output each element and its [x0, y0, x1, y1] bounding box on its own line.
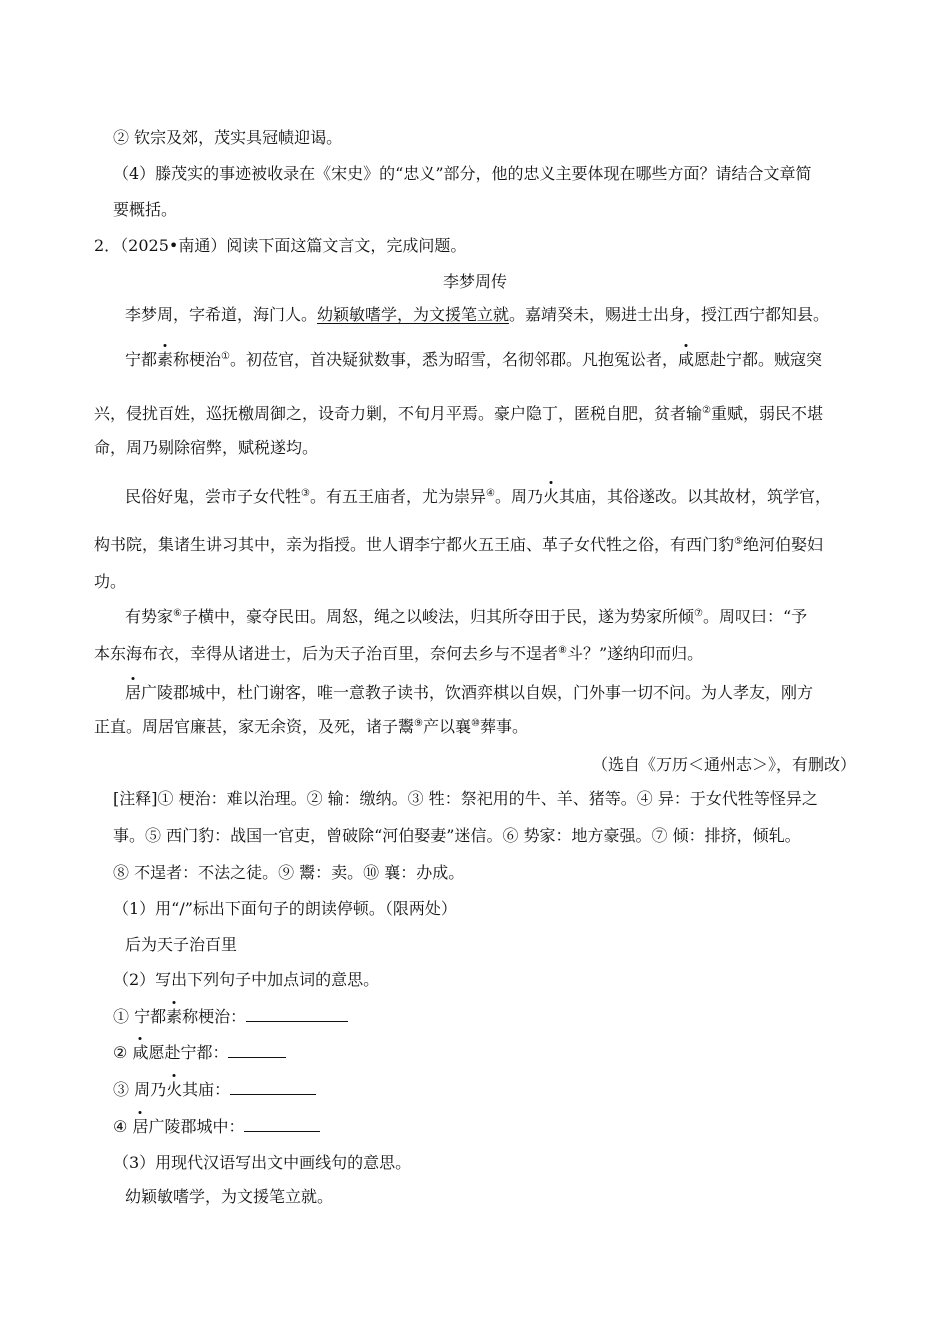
dotted-char: 居 — [132, 1117, 149, 1136]
q1-item-2: ② 钦宗及郊，茂实具冠帻迎谒。 — [113, 128, 343, 147]
dotted-char: 素 — [157, 350, 174, 369]
passage-paragraph-2-line3: 命，周乃剔除宿弊，赋税遂均。 — [94, 438, 319, 457]
passage-paragraph-5-line1: 居广陵郡城中，杜门谢客，唯一意教子读书，饮酒弈棋以自娱，门外事一切不问。为人孝友，刚方 — [125, 683, 814, 702]
dotted-char: 咸 — [678, 350, 695, 369]
answer-blank[interactable] — [246, 1007, 348, 1022]
sub-question-2-item-1: ① 宁都素称梗治： — [113, 1007, 348, 1027]
sub-question-3: （3）用现代汉语写出文中画线句的意思。 — [113, 1153, 412, 1172]
q1-question-4-line2: 要概括。 — [113, 200, 178, 219]
passage-paragraph-2-line1: 宁都素称梗治①。初莅官，首决疑狱数事，悉为昭雪，名彻邻郡。凡抱冤讼者，咸愿赴宁都。贼寇突 — [125, 350, 823, 369]
passage-paragraph-3-line3: 功。 — [94, 572, 127, 591]
passage-paragraph-5-line2: 正直。周居官廉甚，家无余资，及死，诸子鬻⑨产以襄⑩葬事。 — [94, 717, 528, 736]
q1-question-4-line1: （4）滕茂实的事迹被收录在《宋史》的“忠义”部分，他的忠义主要体现在哪些方面？请结合文章简 — [113, 164, 812, 183]
answer-blank[interactable] — [228, 1043, 286, 1058]
sub-question-2-item-2: ② 咸愿赴宁都： — [113, 1043, 286, 1063]
passage-title: 李梦周传 — [442, 272, 507, 291]
sub-question-2-item-4: ④ 居广陵郡城中： — [113, 1117, 320, 1137]
sub-question-1: （1）用“/”标出下面句子的朗读停顿。（限两处） — [113, 899, 457, 918]
dotted-char: 咸 — [132, 1043, 149, 1062]
passage-paragraph-3-line1: 民俗好鬼，尝市子女代牲③。有五王庙者，尤为崇异④。周乃火其庙，其俗遂改。以其故材，筑学官， — [125, 487, 832, 506]
passage-paragraph-1: 李梦周，字希道，海门人。幼颖敏嗜学，为文援笔立就。嘉靖癸未，赐进士出身，授江西宁都知县。 — [125, 305, 830, 324]
dotted-char: 居 — [125, 683, 142, 702]
notes-line2: 事。⑤ 西门豹：战国一官吏，曾破除“河伯娶妻”迷信。⑥ 势家：地方豪强。⑦ 倾：排挤，倾轧。 — [113, 826, 801, 845]
passage-paragraph-3-line2: 构书院，集诸生讲习其中，亲为指授。世人谓李宁都火五王庙、革子女代牲之俗，有西门豹⑤绝河伯娶妇 — [94, 535, 823, 554]
source-citation: （选自《万历＜通州志＞》，有删改） — [591, 755, 856, 774]
sub-question-2: （2）写出下列句子中加点词的意思。 — [113, 970, 380, 989]
passage-paragraph-4-line2: 本东海布衣，幸得从诸进士，后为天子治百里，奈何去乡与不逞者⑧斗？”遂纳印而归。 — [94, 644, 704, 663]
notes-line1: [注释]① 梗治：难以治理。② 输：缴纳。③ 牲：祭祀用的牛、羊、猪等。④ 异：于女代牲等怪异之 — [113, 789, 818, 808]
sub-question-1-sentence: 后为天子治百里 — [125, 935, 238, 954]
dotted-char: 火 — [542, 487, 559, 506]
passage-paragraph-4-line1: 有势家⑥子横中，豪夺民田。周怒，绳之以峻法，归其所夺田于民，遂为势家所倾⑦。周叹曰：“予 — [125, 607, 808, 626]
sub-question-3-sentence: 幼颖敏嗜学，为文援笔立就。 — [125, 1187, 334, 1206]
underlined-sentence: 幼颖敏嗜学，为文援笔立就 — [317, 305, 510, 324]
notes-line3: ⑧ 不逞者：不法之徒。⑨ 鬻：卖。⑩ 襄：办成。 — [113, 863, 465, 882]
answer-blank[interactable] — [230, 1080, 316, 1095]
dotted-char: 火 — [166, 1080, 183, 1099]
q2-header: 2．（2025•南通）阅读下面这篇文言文，完成问题。 — [94, 236, 467, 255]
answer-blank[interactable] — [244, 1117, 320, 1132]
passage-paragraph-2-line2: 兴，侵扰百姓，巡抚檄周御之，设奇力剿，不旬月平焉。豪户隐丁，匿税自肥，贫者输②重赋，弱民不堪 — [94, 404, 823, 423]
dotted-char: 素 — [166, 1007, 183, 1026]
sub-question-2-item-3: ③ 周乃火其庙： — [113, 1080, 316, 1100]
